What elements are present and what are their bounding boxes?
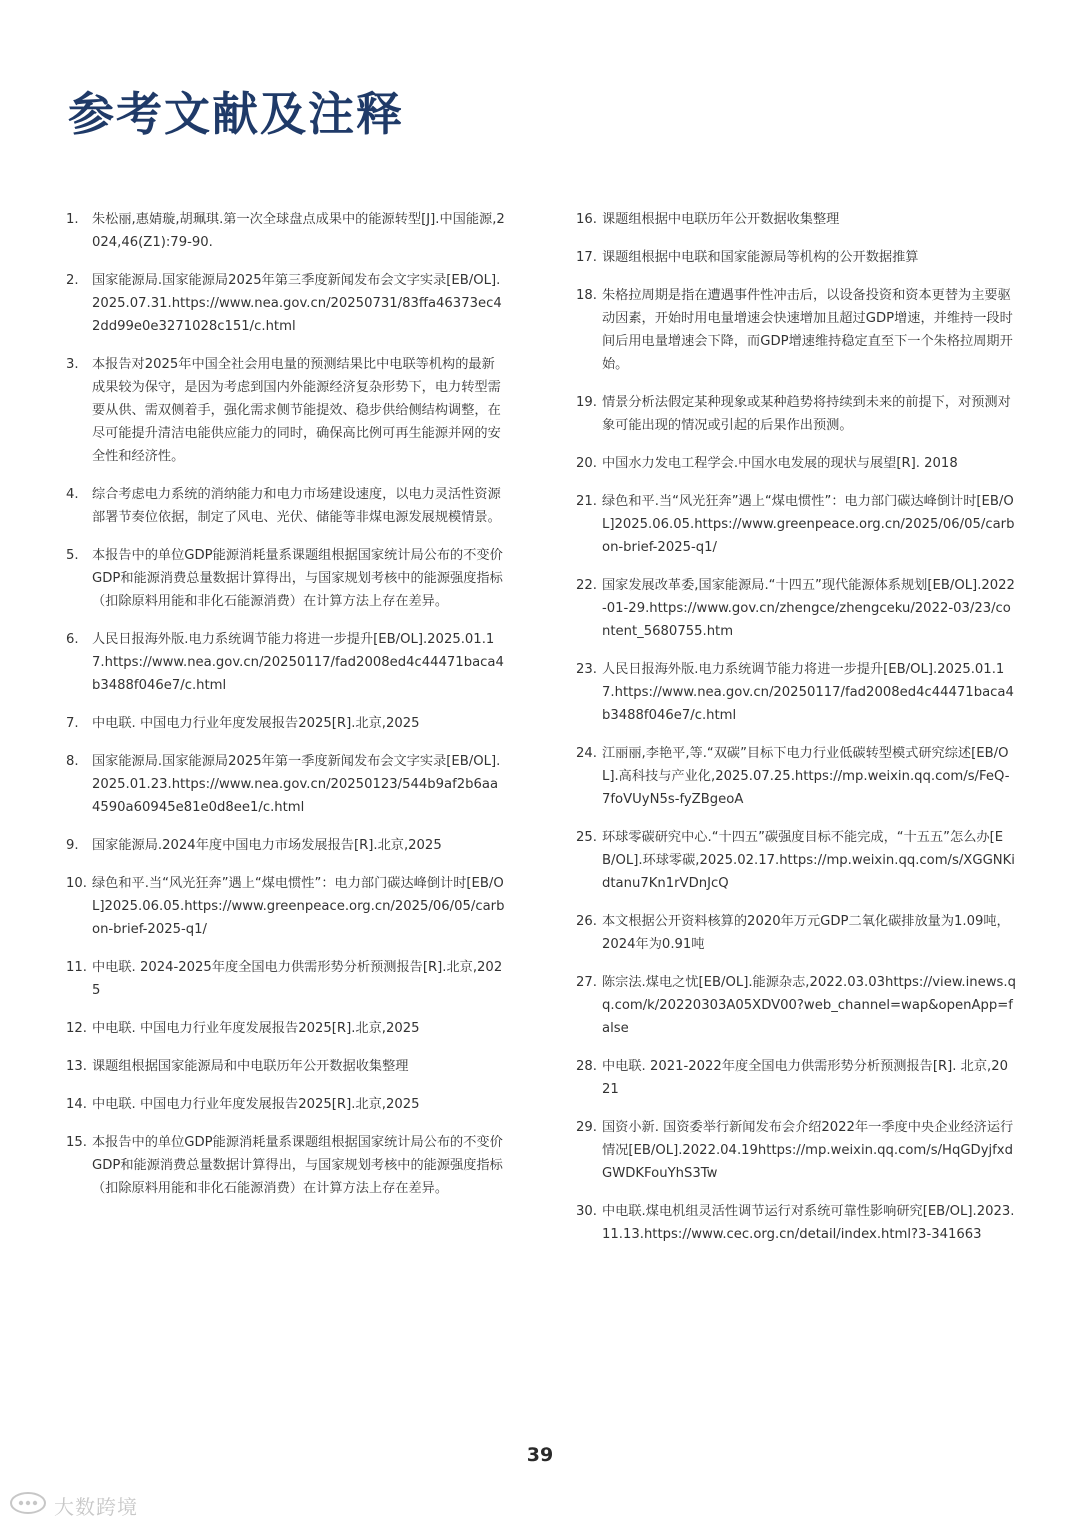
reference-number: 1. xyxy=(66,212,79,227)
reference-text: 课题组根据中电联历年公开数据收集整理 xyxy=(602,212,840,227)
reference-number: 30. xyxy=(576,1204,597,1219)
reference-text: 国资小新. 国资委举行新闻发布会介绍2022年一季度中央企业经济运行情况[EB/OL].2022.04.19https://mp.weixin.qq.com/s/HqGDyjfxdGWDKFouYhS3Tw xyxy=(602,1120,1014,1181)
reference-item xyxy=(66,544,506,613)
reference-number: 27. xyxy=(576,975,597,990)
reference-text: 综合考虑电力系统的消纳能力和电力市场建设速度，以电力灵活性资源部署节奏位依据，制定了风电、光伏、储能等非煤电源发展规模情景。 xyxy=(92,487,501,525)
reference-number: 16. xyxy=(576,212,597,227)
reference-item xyxy=(576,391,1016,437)
reference-item xyxy=(576,574,1016,643)
reference-item xyxy=(66,750,506,819)
reference-text: 本报告中的单位GDP能源消耗量系课题组根据国家统计局公布的不变价GDP和能源消费总量数据计算得出，与国家规划考核中的能源强度指标（扣除原料用能和非化石能源消费）在计算方法上存在差异。 xyxy=(92,1135,503,1196)
reference-item xyxy=(66,208,506,254)
reference-number: 5. xyxy=(66,548,79,563)
reference-number: 28. xyxy=(576,1059,597,1074)
reference-text: 中电联.煤电机组灵活性调节运行对系统可靠性影响研究[EB/OL].2023.11.13.https://www.cec.org.cn/detail/index.html?3-341663 xyxy=(602,1204,1015,1242)
reference-text: 江丽丽,李艳平,等.“双碳”目标下电力行业低碳转型模式研究综述[EB/OL].高科技与产业化,2025.07.25.https://mp.weixin.qq.com/s/FeQ-7foVUyN5s-fyZBgeoA xyxy=(602,746,1010,807)
reference-number: 29. xyxy=(576,1120,597,1135)
reference-text: 国家能源局.国家能源局2025年第一季度新闻发布会文字实录[EB/OL].2025.01.23.https://www.nea.gov.cn/20250123/544b9af2b6aa4590a60945e81e0d8ee1/c.html xyxy=(92,754,501,815)
reference-item xyxy=(576,658,1016,727)
reference-item xyxy=(66,483,506,529)
reference-item xyxy=(66,872,506,941)
reference-item xyxy=(576,971,1016,1040)
reference-text: 陈宗法.煤电之忧[EB/OL].能源杂志,2022.03.03https://view.inews.qq.com/k/20220303A05XDV00?web_channel=wap&openApp=false xyxy=(602,975,1016,1036)
watermark-icon xyxy=(8,1490,48,1520)
reference-number: 21. xyxy=(576,494,597,509)
reference-item xyxy=(66,1055,506,1078)
reference-text: 人民日报海外版.电力系统调节能力将进一步提升[EB/OL].2025.01.17.https://www.nea.gov.cn/20250117/fad2008ed4c44471baca4b3488f046e7/c.html xyxy=(92,632,504,693)
reference-item xyxy=(576,1200,1016,1246)
reference-number: 13. xyxy=(66,1059,87,1074)
reference-number: 20. xyxy=(576,456,597,471)
reference-item xyxy=(576,208,1016,231)
reference-item xyxy=(66,1017,506,1040)
reference-text: 中电联. 中国电力行业年度发展报告2025[R].北京,2025 xyxy=(92,1097,420,1112)
reference-number: 14. xyxy=(66,1097,87,1112)
reference-item xyxy=(576,910,1016,956)
reference-text: 本文根据公开资料核算的2020年万元GDP二氧化碳排放量为1.09吨，2024年为0.91吨 xyxy=(602,914,1010,952)
reference-number: 18. xyxy=(576,288,597,303)
watermark-logo xyxy=(8,1490,138,1520)
reference-text: 绿色和平.当“风光狂奔”遇上“煤电惯性”：电力部门碳达峰倒计时[EB/OL]2025.06.05.https://www.greenpeace.org.cn/2025/06/05/carbon-brief-2025-q1/ xyxy=(602,494,1015,555)
reference-item xyxy=(66,628,506,697)
reference-item xyxy=(66,1093,506,1116)
reference-item xyxy=(66,834,506,857)
reference-number: 2. xyxy=(66,273,79,288)
reference-item xyxy=(576,742,1016,811)
reference-number: 10. xyxy=(66,876,87,891)
reference-item xyxy=(576,1116,1016,1185)
watermark-text: 大数跨境 xyxy=(54,1494,138,1519)
page-number: 39 xyxy=(526,1444,554,1466)
reference-item xyxy=(576,1055,1016,1101)
reference-number: 22. xyxy=(576,578,597,593)
reference-number: 26. xyxy=(576,914,597,929)
reference-number: 15. xyxy=(66,1135,87,1150)
reference-number: 25. xyxy=(576,830,597,845)
reference-text: 国家能源局.2024年度中国电力市场发展报告[R].北京,2025 xyxy=(92,838,442,853)
reference-list-right xyxy=(576,208,1016,1261)
reference-text: 朱格拉周期是指在遭遇事件性冲击后，以设备投资和资本更替为主要驱动因素，开始时用电量增速会快速增加且超过GDP增速，并维持一段时间后用电量增速会下降，而GDP增速维持稳定直至下一个朱格拉周期开始。 xyxy=(602,288,1013,372)
reference-text: 朱松丽,惠婧璇,胡珮琪.第一次全球盘点成果中的能源转型[J].中国能源,2024,46(Z1):79-90. xyxy=(92,212,505,250)
reference-item xyxy=(66,353,506,468)
reference-text: 课题组根据国家能源局和中电联历年公开数据收集整理 xyxy=(92,1059,409,1074)
reference-number: 19. xyxy=(576,395,597,410)
reference-number: 4. xyxy=(66,487,79,502)
reference-number: 8. xyxy=(66,754,79,769)
reference-text: 人民日报海外版.电力系统调节能力将进一步提升[EB/OL].2025.01.17.https://www.nea.gov.cn/20250117/fad2008ed4c44471baca4b3488f046e7/c.html xyxy=(602,662,1014,723)
reference-number: 23. xyxy=(576,662,597,677)
reference-text: 中国水力发电工程学会.中国水电发展的现状与展望[R]. 2018 xyxy=(602,456,958,471)
reference-number: 24. xyxy=(576,746,597,761)
reference-item xyxy=(576,452,1016,475)
reference-number: 3. xyxy=(66,357,79,372)
reference-text: 中电联. 2021-2022年度全国电力供需形势分析预测报告[R]. 北京,2021 xyxy=(602,1059,1009,1097)
reference-text: 中电联. 2024-2025年度全国电力供需形势分析预测报告[R].北京,2025 xyxy=(92,960,503,998)
reference-number: 12. xyxy=(66,1021,87,1036)
reference-number: 17. xyxy=(576,250,597,265)
reference-item xyxy=(66,1131,506,1200)
reference-item xyxy=(66,956,506,1002)
reference-item xyxy=(576,826,1016,895)
reference-text: 国家能源局.国家能源局2025年第三季度新闻发布会文字实录[EB/OL].2025.07.31.https://www.nea.gov.cn/20250731/83ffa46373ec42dd99e0e3271028c151/c.html xyxy=(92,273,502,334)
reference-text: 国家发展改革委,国家能源局.“十四五”现代能源体系规划[EB/OL].2022-01-29.https://www.gov.cn/zhengce/zhengceku/2022-03/23/content_5680755.htm xyxy=(602,578,1015,639)
reference-number: 9. xyxy=(66,838,79,853)
reference-text: 课题组根据中电联和国家能源局等机构的公开数据推算 xyxy=(602,250,919,265)
reference-number: 7. xyxy=(66,716,79,731)
reference-text: 情景分析法假定某种现象或某种趋势将持续到未来的前提下，对预测对象可能出现的情况或引起的后果作出预测。 xyxy=(602,395,1011,433)
reference-text: 环球零碳研究中心.“十四五”碳强度目标不能完成，“十五五”怎么办[EB/OL].环球零碳,2025.02.17.https://mp.weixin.qq.com/s/XGGNKidtanu7Kn1rVDnJcQ xyxy=(602,830,1015,891)
reference-text: 绿色和平.当“风光狂奔”遇上“煤电惯性”：电力部门碳达峰倒计时[EB/OL]2025.06.05.https://www.greenpeace.org.cn/2025/06/05/carbon-brief-2025-q1/ xyxy=(92,876,505,937)
reference-item xyxy=(66,712,506,735)
page-title: 参考文献及注释 xyxy=(68,87,404,141)
reference-number: 6. xyxy=(66,632,79,647)
reference-text: 中电联. 中国电力行业年度发展报告2025[R].北京,2025 xyxy=(92,716,420,731)
reference-item xyxy=(576,284,1016,376)
reference-item xyxy=(576,490,1016,559)
reference-list-left xyxy=(66,208,506,1215)
reference-text: 本报告对2025年中国全社会用电量的预测结果比中电联等机构的最新成果较为保守，是因为考虑到国内外能源经济复杂形势下，电力转型需要从供、需双侧着手，强化需求侧节能提效、稳步供给侧结构调整，在尽可能提升清洁电能供应能力的同时，确保高比例可再生能源并网的安全性和经济性。 xyxy=(92,357,501,464)
reference-text: 中电联. 中国电力行业年度发展报告2025[R].北京,2025 xyxy=(92,1021,420,1036)
reference-number: 11. xyxy=(66,960,87,975)
reference-item xyxy=(576,246,1016,269)
reference-item xyxy=(66,269,506,338)
reference-text: 本报告中的单位GDP能源消耗量系课题组根据国家统计局公布的不变价GDP和能源消费总量数据计算得出，与国家规划考核中的能源强度指标（扣除原料用能和非化石能源消费）在计算方法上存在差异。 xyxy=(92,548,503,609)
